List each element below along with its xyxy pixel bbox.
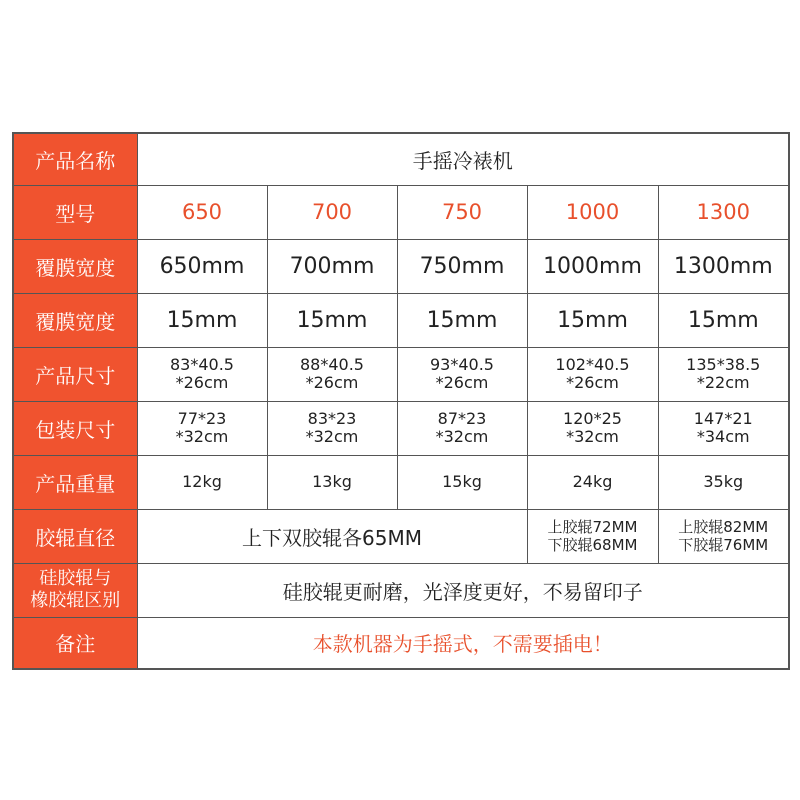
- label-roller-diff: [13, 563, 137, 617]
- weight-cell: 12kg: [137, 455, 267, 509]
- package-size-line: 147*21: [693, 409, 753, 428]
- model-cell: 700: [267, 185, 397, 239]
- product-size-line: 88*40.5: [300, 355, 364, 374]
- product-size-line: *26cm: [305, 373, 359, 392]
- row-roller-diameter: [13, 509, 789, 563]
- package-size-line: *32cm: [566, 427, 619, 446]
- label-roller-diameter: 胶辊直径: [13, 509, 137, 563]
- film-width-2-cell: 15mm: [527, 293, 658, 347]
- label-product-size: 产品尺寸: [13, 347, 137, 401]
- label-roller-diff-line: 橡胶辊区别: [30, 590, 121, 611]
- product-size-line: *26cm: [435, 373, 489, 392]
- film-width-2-cell: 15mm: [137, 293, 267, 347]
- roller-diameter-merged: 上下双胶辊各65MM: [137, 509, 527, 563]
- weight-cell: 24kg: [527, 455, 658, 509]
- roller-line: 上胶辊82MM: [678, 518, 769, 536]
- remark-value: 本款机器为手摇式，不需要插电！: [137, 617, 789, 669]
- package-size-line: 120*25: [563, 409, 622, 428]
- product-size-line: 83*40.5: [170, 355, 234, 374]
- package-size-cell: [397, 401, 527, 455]
- film-width-2-cell: 15mm: [267, 293, 397, 347]
- film-width-cell: 650mm: [137, 239, 267, 293]
- roller-line: 下胶辊68MM: [547, 536, 638, 554]
- product-size-line: *22cm: [696, 373, 750, 392]
- model-cell: 650: [137, 185, 267, 239]
- product-size-line: 93*40.5: [430, 355, 494, 374]
- label-product-name: 产品名称: [13, 133, 137, 185]
- package-size-line: 87*23: [437, 409, 487, 428]
- product-size-cell: [527, 347, 658, 401]
- label-weight: 产品重量: [13, 455, 137, 509]
- package-size-line: 83*23: [307, 409, 357, 428]
- package-size-cell: [658, 401, 789, 455]
- label-film-width: 覆膜宽度: [13, 239, 137, 293]
- row-roller-diff: [13, 563, 789, 617]
- row-package-size: [13, 401, 789, 455]
- roller-diff-value: 硅胶辊更耐磨，光泽度更好，不易留印子: [137, 563, 789, 617]
- roller-diameter-1000: [527, 509, 658, 563]
- row-weight: [13, 455, 789, 509]
- product-size-line: *26cm: [175, 373, 229, 392]
- model-cell: 1300: [658, 185, 789, 239]
- label-model: 型号: [13, 185, 137, 239]
- row-film-width-2: [13, 293, 789, 347]
- spec-table: [12, 132, 790, 670]
- package-size-line: *32cm: [175, 427, 229, 446]
- package-size-line: *34cm: [696, 427, 750, 446]
- product-size-cell: [397, 347, 527, 401]
- product-size-line: *26cm: [566, 373, 619, 392]
- label-remark: 备注: [13, 617, 137, 669]
- weight-cell: 35kg: [658, 455, 789, 509]
- roller-line: 下胶辊76MM: [678, 536, 769, 554]
- film-width-2-cell: 15mm: [658, 293, 789, 347]
- product-size-line: 102*40.5: [555, 355, 630, 374]
- row-remark: [13, 617, 789, 669]
- row-film-width: [13, 239, 789, 293]
- roller-line: 上胶辊72MM: [547, 518, 638, 536]
- model-cell: 750: [397, 185, 527, 239]
- row-model: [13, 185, 789, 239]
- label-roller-diff-line: 硅胶辊与: [39, 568, 112, 589]
- product-size-cell: [137, 347, 267, 401]
- film-width-cell: 750mm: [397, 239, 527, 293]
- film-width-cell: 1000mm: [527, 239, 658, 293]
- model-cell: 1000: [527, 185, 658, 239]
- package-size-line: *32cm: [305, 427, 359, 446]
- package-size-line: *32cm: [435, 427, 489, 446]
- label-film-width-2: 覆膜宽度: [13, 293, 137, 347]
- product-size-line: 135*38.5: [686, 355, 761, 374]
- product-name-value: 手摇冷裱机: [137, 133, 789, 185]
- package-size-line: 77*23: [177, 409, 227, 428]
- label-package-size: 包装尺寸: [13, 401, 137, 455]
- package-size-cell: [267, 401, 397, 455]
- product-size-cell: [267, 347, 397, 401]
- weight-cell: 13kg: [267, 455, 397, 509]
- film-width-cell: 700mm: [267, 239, 397, 293]
- weight-cell: 15kg: [397, 455, 527, 509]
- package-size-cell: [527, 401, 658, 455]
- film-width-2-cell: 15mm: [397, 293, 527, 347]
- film-width-cell: 1300mm: [658, 239, 789, 293]
- product-size-cell: [658, 347, 789, 401]
- row-product-name: [13, 133, 789, 185]
- package-size-cell: [137, 401, 267, 455]
- roller-diameter-1300: [658, 509, 789, 563]
- row-product-size: [13, 347, 789, 401]
